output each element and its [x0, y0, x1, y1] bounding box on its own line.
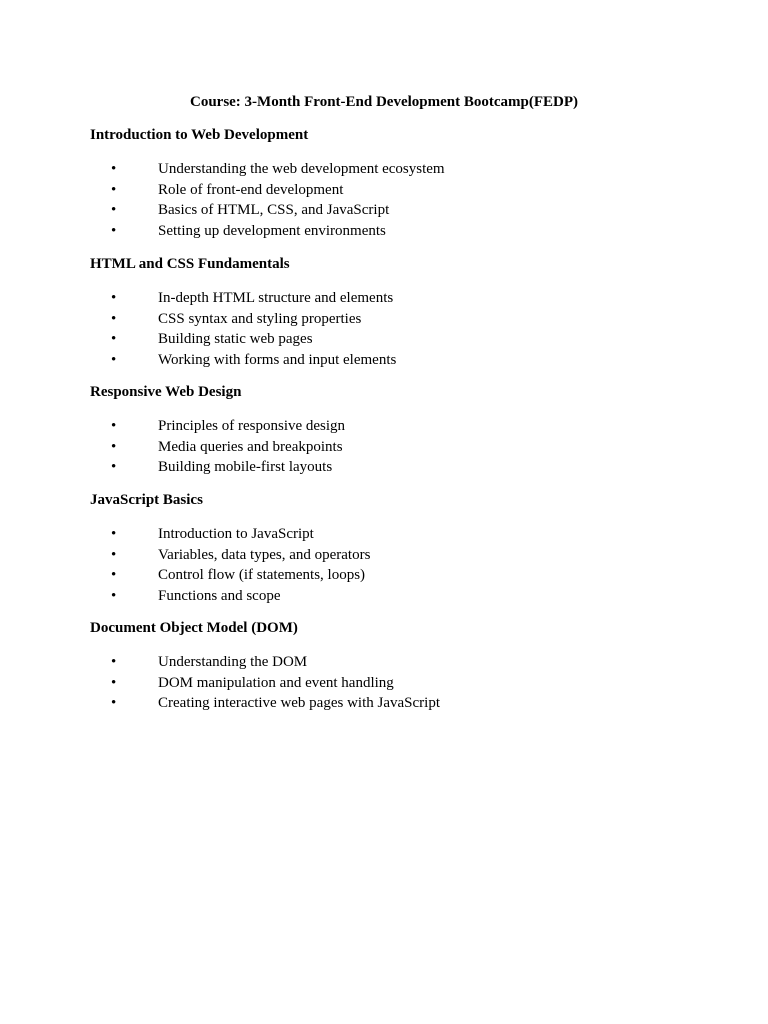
list-item-text: Media queries and breakpoints [158, 438, 343, 455]
list-item [90, 288, 690, 309]
list-item [90, 652, 690, 673]
section-heading: Document Object Model (DOM) [90, 620, 298, 636]
list-item [90, 524, 690, 545]
list-item-text: Working with forms and input elements [158, 351, 397, 368]
list-item-text: Understanding the DOM [158, 654, 308, 670]
section-heading: HTML and CSS Fundamentals [90, 256, 290, 272]
section-responsive-web-design [90, 383, 690, 478]
section-heading: Introduction to Web Development [90, 127, 309, 143]
list-item-text: CSS syntax and styling properties [158, 310, 362, 327]
list-item-text: Creating interactive web pages with JavaScript [158, 695, 440, 712]
bullet-icon: • [111, 202, 117, 219]
list-item-text: Building static web pages [158, 331, 313, 348]
list-item [90, 159, 690, 180]
section-document-object-model [90, 619, 690, 714]
list-item-text: Variables, data types, and operators [158, 546, 371, 563]
bullet-icon: • [111, 222, 117, 239]
list-item [90, 180, 690, 201]
list-item [90, 545, 690, 566]
bullet-list [90, 288, 690, 370]
list-item [90, 416, 690, 437]
bullet-icon: • [111, 161, 117, 177]
list-item-text: Functions and scope [158, 587, 281, 604]
list-item [90, 309, 690, 330]
list-item [90, 221, 690, 242]
list-item-text: In-depth HTML structure and elements [158, 290, 394, 306]
list-item-text: Control flow (if statements, loops) [158, 567, 366, 584]
list-item-text: Building mobile-first layouts [158, 459, 333, 476]
bullet-icon: • [111, 310, 117, 327]
bullet-icon: • [111, 418, 117, 434]
bullet-icon: • [111, 351, 117, 368]
list-item [90, 437, 690, 458]
list-item-text: Principles of responsive design [158, 418, 346, 434]
bullet-icon: • [111, 290, 117, 306]
bullet-icon: • [111, 695, 117, 712]
document-title: Course: 3-Month Front-End Development Bootcamp(FEDP) [189, 94, 579, 110]
bullet-list [90, 652, 690, 714]
bullet-icon: • [111, 438, 117, 455]
list-item-text: Understanding the web development ecosystem [158, 161, 445, 177]
list-item [90, 693, 690, 714]
bullet-icon: • [111, 674, 117, 691]
bullet-icon: • [111, 546, 117, 563]
section-javascript-basics [90, 491, 690, 606]
bullet-icon: • [111, 459, 117, 476]
list-item [90, 329, 690, 350]
bullet-icon: • [111, 181, 117, 198]
section-heading: JavaScript Basics [90, 492, 203, 508]
list-item [90, 457, 690, 478]
bullet-icon: • [111, 331, 117, 348]
list-item [90, 350, 690, 371]
list-item [90, 565, 690, 586]
list-item-text: Introduction to JavaScript [158, 526, 314, 542]
section-intro-web-development [90, 126, 690, 241]
bullet-list [90, 159, 690, 241]
list-item [90, 586, 690, 607]
section-heading: Responsive Web Design [90, 384, 242, 400]
bullet-icon: • [111, 587, 117, 604]
list-item-text: Setting up development environments [158, 222, 386, 239]
list-item-text: Role of front-end development [158, 181, 344, 198]
list-item [90, 200, 690, 221]
section-html-css-fundamentals [90, 255, 690, 370]
bullet-icon: • [111, 567, 117, 584]
list-item [90, 673, 690, 694]
list-item-text: Basics of HTML, CSS, and JavaScript [158, 202, 390, 219]
bullet-list [90, 416, 690, 478]
bullet-icon: • [111, 526, 117, 542]
list-item-text: DOM manipulation and event handling [158, 674, 394, 691]
bullet-icon: • [111, 654, 117, 670]
bullet-list [90, 524, 690, 606]
